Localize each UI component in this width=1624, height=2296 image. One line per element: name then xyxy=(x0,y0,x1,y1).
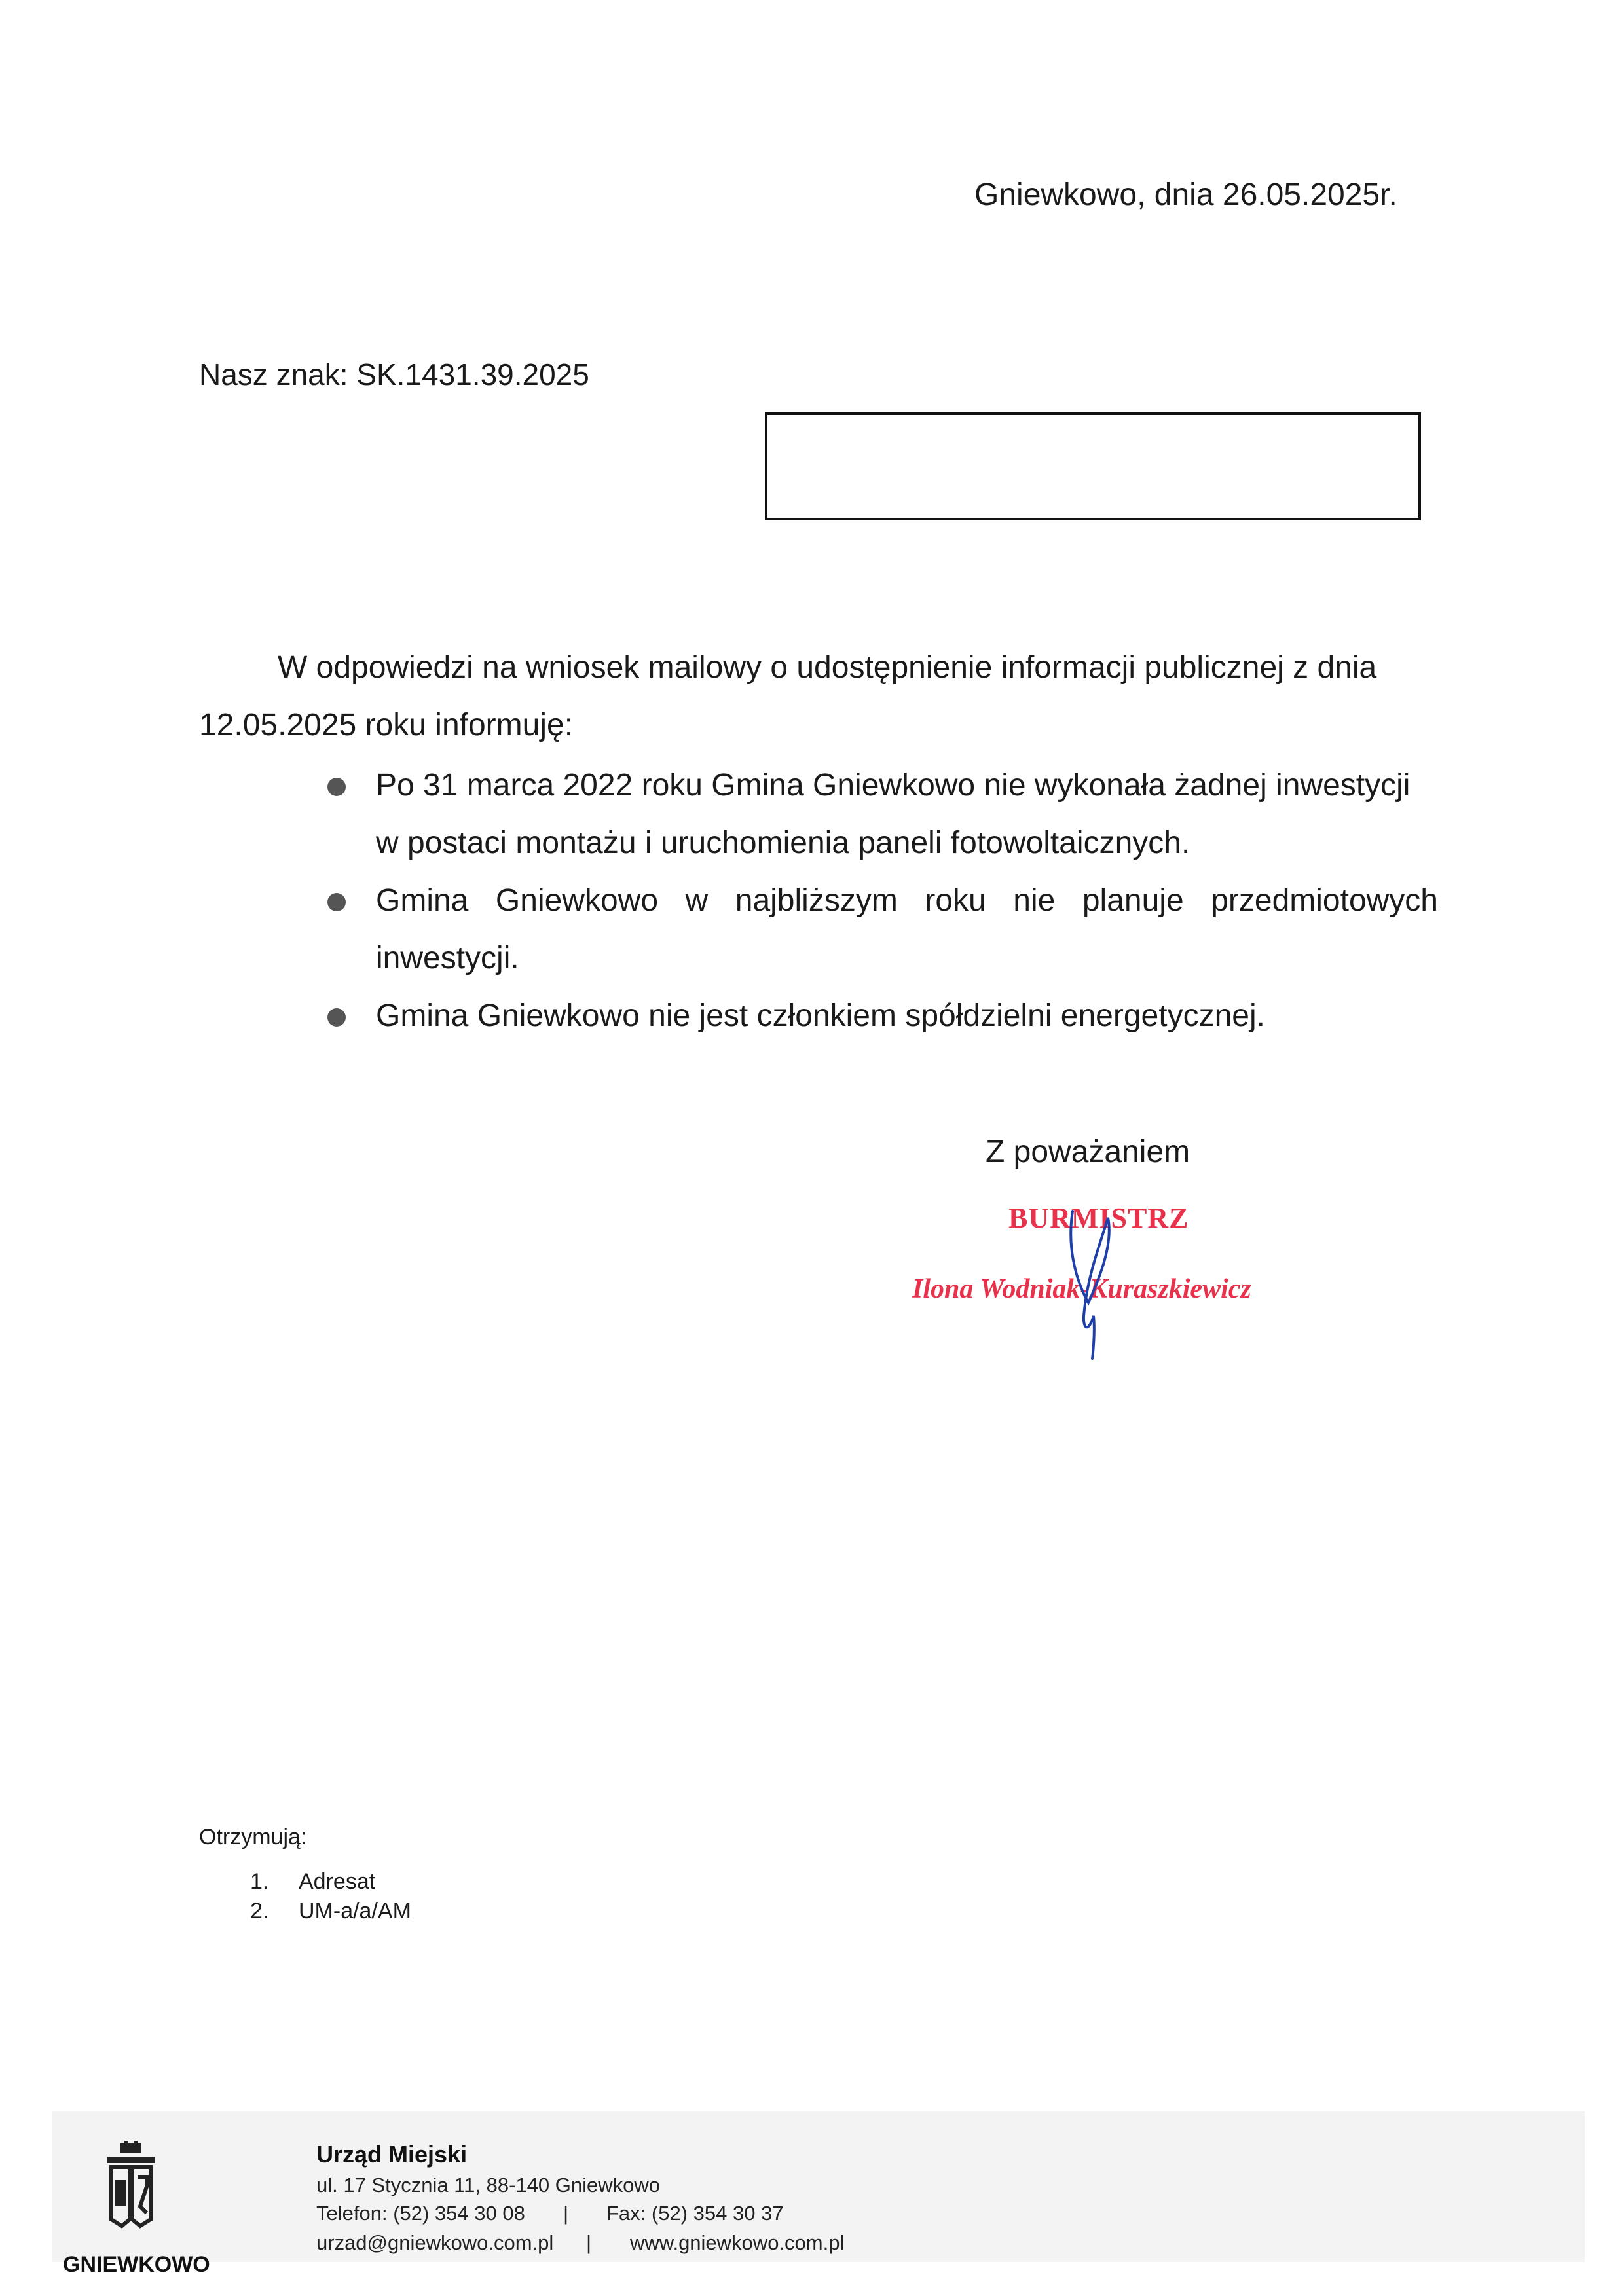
footer-separator: | xyxy=(586,2231,592,2254)
bullet-dot xyxy=(327,1008,346,1027)
recipient-number: 1. xyxy=(250,1869,269,1894)
footer-logo-text: GNIEWKOWO xyxy=(63,2252,210,2277)
recipients-heading: Otrzymują: xyxy=(199,1825,307,1850)
bullet-1-line-2: w postaci montażu i uruchomienia paneli fotowoltaicznych. xyxy=(376,826,1190,860)
bullet-2-line-2: inwestycji. xyxy=(376,941,519,975)
recipient-name: UM-a/a/AM xyxy=(299,1899,411,1923)
footer-separator: | xyxy=(563,2202,569,2225)
addressee-box xyxy=(765,412,1421,520)
bullet-3-line-1: Gmina Gniewkowo nie jest członkiem spółdzielni energetycznej. xyxy=(376,998,1265,1033)
handwritten-signature xyxy=(1048,1205,1126,1362)
bullet-1-line-1: Po 31 marca 2022 roku Gmina Gniewkowo nie wykonała żadnej inwestycji xyxy=(376,768,1411,803)
footer-fax: Fax: (52) 354 30 37 xyxy=(606,2202,784,2225)
footer-office-name: Urząd Miejski xyxy=(316,2141,468,2168)
stamp-name: Ilona Wodniak-Kuraszkiewicz xyxy=(912,1274,1251,1304)
recipient-name: Adresat xyxy=(299,1869,376,1894)
recipient-number: 2. xyxy=(250,1899,269,1923)
intro-line-2: 12.05.2025 roku informuję: xyxy=(199,708,574,742)
bullet-2-line-1: Gmina Gniewkowo w najbliższym roku nie planuje przedmiotowych xyxy=(376,883,1438,918)
closing-phrase: Z poważaniem xyxy=(986,1135,1190,1169)
reference-number: Nasz znak: SK.1431.39.2025 xyxy=(199,357,589,392)
stamp-title: BURMISTRZ xyxy=(1008,1202,1189,1234)
letter-date: Gniewkowo, dnia 26.05.2025r. xyxy=(974,177,1397,212)
footer-address: ul. 17 Stycznia 11, 88-140 Gniewkowo xyxy=(316,2174,661,2196)
intro-line-1: W odpowiedzi na wniosek mailowy o udostępnienie informacji publicznej z dnia xyxy=(278,650,1377,685)
bullet-dot xyxy=(327,778,346,796)
gniewkowo-crest-icon xyxy=(98,2141,164,2239)
bullet-dot xyxy=(327,893,346,911)
footer-website[interactable]: www.gniewkowo.com.pl xyxy=(630,2231,845,2254)
footer-phone: Telefon: (52) 354 30 08 xyxy=(316,2202,525,2225)
footer-email[interactable]: urzad@gniewkowo.com.pl xyxy=(316,2231,554,2254)
